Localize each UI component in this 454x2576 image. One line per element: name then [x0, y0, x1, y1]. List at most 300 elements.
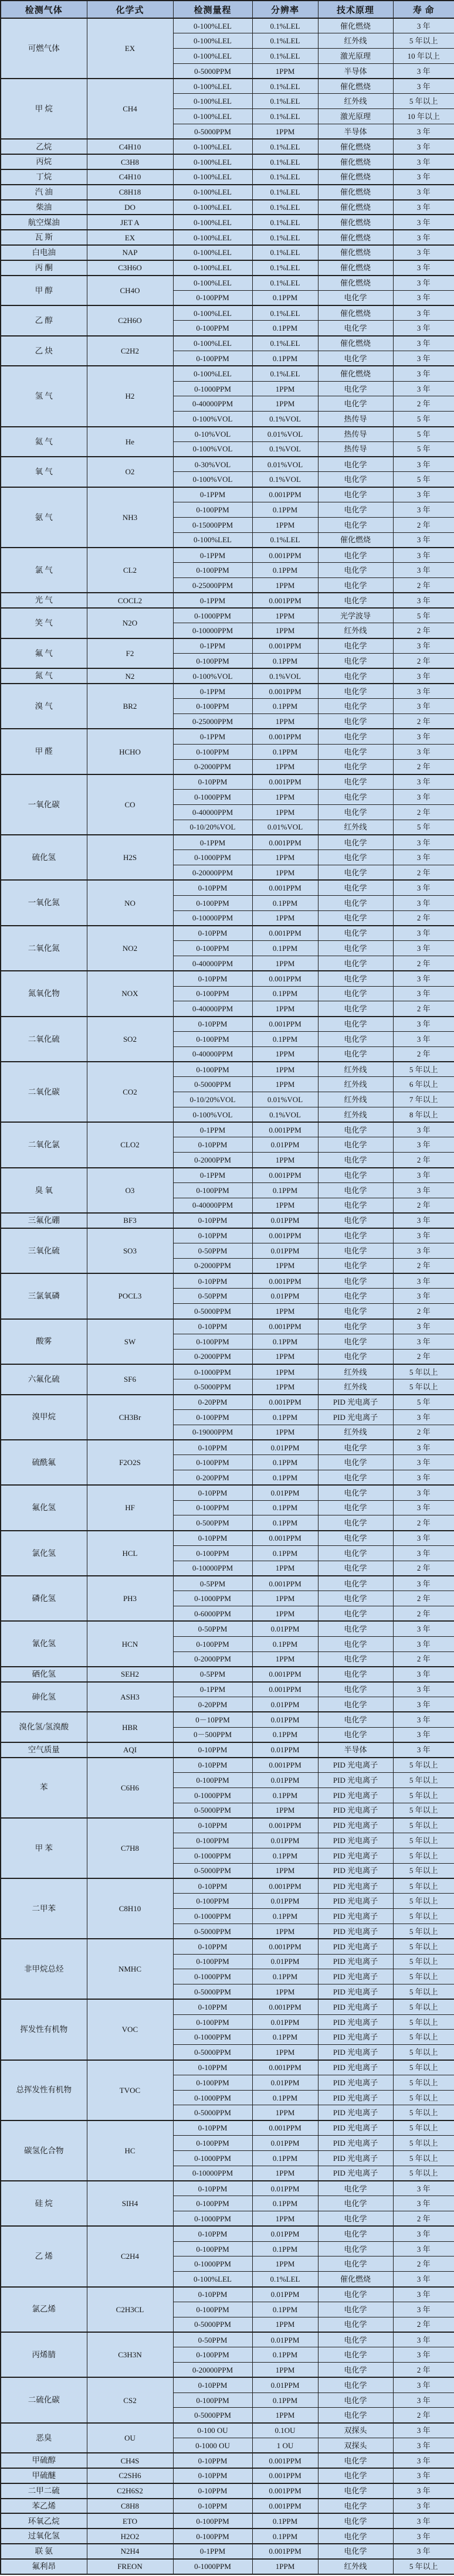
table-row: [1, 1273, 454, 1289]
resolution-cell: 0.1%VOL: [252, 668, 318, 684]
resolution-cell: 0.1PPM: [252, 1969, 318, 1984]
resolution-cell: 1PPM: [252, 865, 318, 881]
formula-cell: HF: [87, 1485, 173, 1530]
principle-cell: 电化学: [318, 2513, 393, 2529]
resolution-cell: 0.1%LEL: [252, 169, 318, 185]
table-row: [1, 18, 454, 33]
header-gas: 检测气体: [1, 1, 87, 18]
range-cell: 0-5PPM: [173, 1667, 252, 1682]
principle-cell: 催化燃烧: [318, 79, 393, 94]
lifespan-cell: 3 年: [393, 1017, 454, 1032]
resolution-cell: 0.001PPM: [252, 774, 318, 790]
resolution-cell: 1PPM: [252, 910, 318, 926]
resolution-cell: 0.1%LEL: [252, 33, 318, 49]
gas-name-cell: 二硫化碳: [1, 2377, 87, 2422]
table-row: [1, 684, 454, 699]
range-cell: 0-100PPM: [173, 1455, 252, 1470]
resolution-cell: 0.1PPM: [252, 1727, 318, 1742]
lifespan-cell: 3 年: [393, 638, 454, 654]
formula-cell: CH4: [87, 79, 173, 139]
table-row: [1, 593, 454, 608]
lifespan-cell: 3 年: [393, 2423, 454, 2438]
range-cell: 0-30%VOL: [173, 457, 252, 472]
principle-cell: 电化学: [318, 850, 393, 865]
range-cell: 0-1000PPM: [173, 2211, 252, 2227]
principle-cell: PID 光电离子: [318, 1772, 393, 1787]
table-row: [1, 154, 454, 169]
gas-name-cell: 氯 气: [1, 548, 87, 593]
resolution-cell: 0.1PPM: [252, 1636, 318, 1651]
resolution-cell: 0.01PPM: [252, 2226, 318, 2241]
resolution-cell: 0.01PPM: [252, 1243, 318, 1259]
lifespan-cell: 5 年以上: [393, 94, 454, 109]
range-cell: 0-1PPM: [173, 1168, 252, 1183]
lifespan-cell: 5 年以上: [393, 2166, 454, 2181]
gas-name-cell: 三氟化硼: [1, 1213, 87, 1228]
lifespan-cell: 3 年: [393, 1667, 454, 1682]
resolution-cell: 0.1%LEL: [252, 336, 318, 351]
formula-cell: ASH3: [87, 1682, 173, 1712]
resolution-cell: 1PPM: [252, 1379, 318, 1395]
resolution-cell: 0.001PPM: [252, 971, 318, 986]
principle-cell: 红外线: [318, 1425, 393, 1440]
range-cell: 0-10PPM: [173, 1939, 252, 1954]
table-row: [1, 79, 454, 94]
resolution-cell: 0.001PPM: [252, 2483, 318, 2499]
lifespan-cell: 5 年以上: [393, 1848, 454, 1863]
principle-cell: 电化学: [318, 910, 393, 926]
lifespan-cell: 2 年: [393, 1198, 454, 1213]
principle-cell: 电化学: [318, 577, 393, 593]
range-cell: 0-100%LEL: [173, 169, 252, 185]
range-cell: 0-10PPM: [173, 2483, 252, 2499]
range-cell: 0-1PPM: [173, 835, 252, 850]
table-row: [1, 1485, 454, 1500]
principle-cell: 电化学: [318, 986, 393, 1001]
principle-cell: PID 光电离子: [318, 2166, 393, 2181]
gas-name-cell: 一氧化氮: [1, 880, 87, 925]
gas-name-cell: 柴油: [1, 200, 87, 215]
principle-cell: 双探头: [318, 2438, 393, 2453]
lifespan-cell: 3 年: [393, 245, 454, 260]
principle-cell: 电化学: [318, 668, 393, 684]
lifespan-cell: 3 年: [393, 1531, 454, 1546]
resolution-cell: 1PPM: [252, 1591, 318, 1606]
formula-cell: O2: [87, 457, 173, 487]
range-cell: 0-1000PPM: [173, 1364, 252, 1379]
principle-cell: 电化学: [318, 1621, 393, 1636]
range-cell: 0-100PPM: [173, 351, 252, 366]
range-cell: 0-100%LEL: [173, 94, 252, 109]
lifespan-cell: 2 年: [393, 956, 454, 971]
lifespan-cell: 3 年: [393, 2438, 454, 2453]
formula-cell: C2H6S2: [87, 2483, 173, 2499]
principle-cell: 电化学: [318, 2317, 393, 2332]
resolution-cell: 0.1PPM: [252, 1909, 318, 1924]
formula-cell: BF3: [87, 1213, 173, 1228]
lifespan-cell: 5 年以上: [393, 2559, 454, 2574]
lifespan-cell: 3 年: [393, 668, 454, 684]
principle-cell: 电化学: [318, 684, 393, 699]
lifespan-cell: 2 年: [393, 623, 454, 638]
resolution-cell: 0.01PPM: [252, 1954, 318, 1969]
resolution-cell: 0.001PPM: [252, 2060, 318, 2075]
lifespan-cell: 3 年: [393, 986, 454, 1001]
range-cell: 0-100%VOL: [173, 1107, 252, 1122]
lifespan-cell: 3 年: [393, 351, 454, 366]
lifespan-cell: 3 年: [393, 971, 454, 986]
lifespan-cell: 3 年: [393, 2377, 454, 2393]
resolution-cell: 1PPM: [252, 1561, 318, 1576]
principle-cell: 催化燃烧: [318, 532, 393, 548]
principle-cell: 电化学: [318, 774, 393, 790]
resolution-cell: 1PPM: [252, 1198, 318, 1213]
lifespan-cell: 3 年: [393, 276, 454, 291]
principle-cell: 电化学: [318, 2211, 393, 2227]
formula-cell: C8H8: [87, 2499, 173, 2514]
principle-cell: PID 光电离子: [318, 1954, 393, 1969]
resolution-cell: 1PPM: [252, 1803, 318, 1818]
principle-cell: PID 光电离子: [318, 1758, 393, 1773]
resolution-cell: 0.1%LEL: [252, 532, 318, 548]
lifespan-cell: 5 年以上: [393, 1894, 454, 1909]
range-cell: 0-10PPM: [173, 1531, 252, 1546]
lifespan-cell: 2 年: [393, 517, 454, 532]
principle-cell: 红外线: [318, 33, 393, 49]
range-cell: 0-100%LEL: [173, 305, 252, 321]
lifespan-cell: 3 年: [393, 200, 454, 215]
range-cell: 0-5000PPM: [173, 2045, 252, 2060]
range-cell: 0-5000PPM: [173, 2105, 252, 2120]
resolution-cell: 0.01%VOL: [252, 427, 318, 442]
principle-cell: PID 光电离子: [318, 1833, 393, 1848]
table-row: [1, 1122, 454, 1137]
range-cell: 0-50PPM: [173, 1621, 252, 1636]
range-cell: 0-100%LEL: [173, 276, 252, 291]
formula-cell: EX: [87, 18, 173, 79]
range-cell: 0-10PPM: [173, 2287, 252, 2302]
principle-cell: 电化学: [318, 351, 393, 366]
range-cell: 0-40000PPM: [173, 1001, 252, 1017]
lifespan-cell: 5 年以上: [393, 1062, 454, 1077]
principle-cell: 电化学: [318, 1273, 393, 1289]
range-cell: 0-100PPM: [173, 2014, 252, 2030]
lifespan-cell: 3 年: [393, 1213, 454, 1228]
principle-cell: 电化学: [318, 744, 393, 759]
resolution-cell: 0.01PPM: [252, 1213, 318, 1228]
range-cell: 0-1PPM: [173, 1122, 252, 1137]
resolution-cell: 1PPM: [252, 381, 318, 396]
range-cell: 0-2000PPM: [173, 1153, 252, 1168]
range-cell: 0-1000PPM: [173, 1909, 252, 1924]
principle-cell: 电化学: [318, 2256, 393, 2272]
principle-cell: 电化学: [318, 2483, 393, 2499]
principle-cell: PID 光电离子: [318, 2105, 393, 2120]
resolution-cell: 0.1PPM: [252, 2241, 318, 2256]
formula-cell: COCL2: [87, 593, 173, 608]
gas-table-body: [1, 18, 454, 2574]
range-cell: 0-100%LEL: [173, 185, 252, 200]
lifespan-cell: 3 年: [393, 2347, 454, 2363]
lifespan-cell: 2 年: [393, 1046, 454, 1062]
principle-cell: 电化学: [318, 1682, 393, 1697]
principle-cell: PID 光电离子: [318, 1909, 393, 1924]
principle-cell: 催化燃烧: [318, 200, 393, 215]
lifespan-cell: 2 年: [393, 865, 454, 881]
resolution-cell: 0.1%LEL: [252, 49, 318, 64]
principle-cell: 电化学: [318, 1697, 393, 1712]
lifespan-cell: 3 年: [393, 2499, 454, 2514]
range-cell: 0-100PPM: [173, 2075, 252, 2090]
principle-cell: 电化学: [318, 2302, 393, 2317]
range-cell: 0-1000PPM: [173, 2030, 252, 2045]
lifespan-cell: 3 年: [393, 1168, 454, 1183]
lifespan-cell: 3 年: [393, 63, 454, 79]
lifespan-cell: 7 年以上: [393, 1092, 454, 1107]
lifespan-cell: 2 年: [393, 1561, 454, 1576]
range-cell: 0-5000PPM: [173, 124, 252, 140]
lifespan-cell: 3 年: [393, 1485, 454, 1500]
range-cell: 0-10000PPM: [173, 2166, 252, 2181]
resolution-cell: 0.1PPM: [252, 321, 318, 336]
lifespan-cell: 3 年: [393, 926, 454, 941]
lifespan-cell: 3 年: [393, 2544, 454, 2559]
formula-cell: SO3: [87, 1228, 173, 1273]
formula-cell: SF6: [87, 1364, 173, 1395]
range-cell: 0-100PPM: [173, 1772, 252, 1787]
lifespan-cell: 3 年: [393, 169, 454, 185]
lifespan-cell: 2 年: [393, 714, 454, 729]
lifespan-cell: 3 年: [393, 139, 454, 154]
principle-cell: 电化学: [318, 2453, 393, 2468]
principle-cell: 电化学: [318, 1727, 393, 1742]
principle-cell: 红外线: [318, 1107, 393, 1122]
resolution-cell: 1PPM: [252, 1077, 318, 1092]
resolution-cell: 0.1PPM: [252, 2030, 318, 2045]
resolution-cell: 0.1%LEL: [252, 260, 318, 276]
table-row: [1, 2181, 454, 2196]
resolution-cell: 0.01PPM: [252, 1742, 318, 1758]
principle-cell: 电化学: [318, 1031, 393, 1046]
resolution-cell: 0.001PPM: [252, 1531, 318, 1546]
resolution-cell: 0.1PPM: [252, 2513, 318, 2529]
table-row: [1, 2499, 454, 2514]
range-cell: 0-5000PPM: [173, 1803, 252, 1818]
lifespan-cell: 3 年: [393, 487, 454, 502]
gas-name-cell: 环氧乙烷: [1, 2513, 87, 2529]
lifespan-cell: 3 年: [393, 457, 454, 472]
principle-cell: 光学波导: [318, 608, 393, 623]
lifespan-cell: 3 年: [393, 18, 454, 33]
principle-cell: 电化学: [318, 2226, 393, 2241]
lifespan-cell: 5 年以上: [393, 1772, 454, 1787]
gas-name-cell: 氢 气: [1, 366, 87, 426]
resolution-cell: 0.01%VOL: [252, 457, 318, 472]
lifespan-cell: 3 年: [393, 215, 454, 230]
formula-cell: CL2: [87, 548, 173, 593]
resolution-cell: 1PPM: [252, 1984, 318, 2000]
principle-cell: 电化学: [318, 1712, 393, 1727]
table-row: [1, 215, 454, 230]
resolution-cell: 0.001PPM: [252, 1682, 318, 1697]
lifespan-cell: 3 年: [393, 1137, 454, 1153]
lifespan-cell: 2 年: [393, 1153, 454, 1168]
range-cell: 0-2000PPM: [173, 759, 252, 774]
gas-name-cell: 碳氢化合物: [1, 2120, 87, 2181]
lifespan-cell: 3 年: [393, 532, 454, 548]
gas-name-cell: 三氯氧磷: [1, 1273, 87, 1318]
gas-name-cell: 二氧化硫: [1, 1017, 87, 1062]
gas-name-cell: 甲 醛: [1, 729, 87, 774]
resolution-cell: 0.1%VOL: [252, 472, 318, 487]
gas-name-cell: 硒化氢: [1, 1667, 87, 1682]
principle-cell: 电化学: [318, 2408, 393, 2423]
range-cell: 0-2000PPM: [173, 1349, 252, 1364]
principle-cell: 电化学: [318, 971, 393, 986]
principle-cell: 电化学: [318, 714, 393, 729]
gas-name-cell: 氟 气: [1, 638, 87, 669]
range-cell: 0-10PPM: [173, 880, 252, 895]
principle-cell: 半导体: [318, 124, 393, 140]
resolution-cell: 0.01PPM: [252, 1485, 318, 1500]
lifespan-cell: 5 年: [393, 820, 454, 835]
principle-cell: PID 光电离子: [318, 2060, 393, 2075]
table-row: [1, 1531, 454, 1546]
formula-cell: ETO: [87, 2513, 173, 2529]
lifespan-cell: 3 年: [393, 563, 454, 578]
principle-cell: 电化学: [318, 472, 393, 487]
lifespan-cell: 5 年: [393, 427, 454, 442]
header-formula: 化学式: [87, 1, 173, 18]
range-cell: 0-50PPM: [173, 2332, 252, 2347]
table-row: [1, 487, 454, 502]
gas-name-cell: 乙 醇: [1, 305, 87, 336]
formula-cell: SW: [87, 1319, 173, 1364]
range-cell: 0-100%LEL: [173, 18, 252, 33]
range-cell: 0-10000PPM: [173, 910, 252, 926]
lifespan-cell: 2 年: [393, 2211, 454, 2227]
lifespan-cell: 2 年: [393, 1515, 454, 1531]
formula-cell: NO2: [87, 926, 173, 971]
range-cell: 0-1PPM: [173, 729, 252, 744]
range-cell: 0-50PPM: [173, 1289, 252, 1304]
gas-name-cell: 氟化氢: [1, 1485, 87, 1530]
formula-cell: C2SH6: [87, 2468, 173, 2483]
range-cell: 0-100PPM: [173, 2302, 252, 2317]
range-cell: 0-100%LEL: [173, 49, 252, 64]
resolution-cell: 1PPM: [252, 63, 318, 79]
lifespan-cell: 5 年以上: [393, 1878, 454, 1894]
lifespan-cell: 3 年: [393, 2226, 454, 2241]
table-row: [1, 2559, 454, 2574]
resolution-cell: 0.1OU: [252, 2423, 318, 2438]
formula-cell: PH3: [87, 1576, 173, 1621]
principle-cell: PID 光电离子: [318, 1999, 393, 2014]
gas-name-cell: 汽 油: [1, 185, 87, 200]
gas-name-cell: 二氧化氯: [1, 1122, 87, 1167]
principle-cell: PID 光电离子: [318, 2136, 393, 2151]
range-cell: 0-10PPM: [173, 1485, 252, 1500]
lifespan-cell: 3 年: [393, 2529, 454, 2544]
gas-name-cell: 笑 气: [1, 608, 87, 638]
range-cell: 0-1000PPM: [173, 608, 252, 623]
principle-cell: 电化学: [318, 895, 393, 910]
principle-cell: 电化学: [318, 381, 393, 396]
resolution-cell: 1PPM: [252, 850, 318, 865]
range-cell: 0-100PPM: [173, 1636, 252, 1651]
resolution-cell: 1PPM: [252, 804, 318, 820]
range-cell: 0-1000PPM: [173, 1591, 252, 1606]
range-cell: 0－500PPM: [173, 1727, 252, 1742]
principle-cell: 电化学: [318, 1561, 393, 1576]
table-row: [1, 729, 454, 744]
principle-cell: 电化学: [318, 396, 393, 412]
lifespan-cell: 2 年: [393, 577, 454, 593]
lifespan-cell: 2 年: [393, 653, 454, 668]
principle-cell: 电化学: [318, 1289, 393, 1304]
resolution-cell: 1PPM: [252, 1304, 318, 1319]
formula-cell: CLO2: [87, 1122, 173, 1167]
table-row: [1, 608, 454, 623]
formula-cell: FREON: [87, 2559, 173, 2574]
gas-name-cell: 酸雾: [1, 1319, 87, 1364]
lifespan-cell: 3 年: [393, 260, 454, 276]
formula-cell: VOC: [87, 1999, 173, 2060]
lifespan-cell: 3 年: [393, 1334, 454, 1349]
resolution-cell: 0.001PPM: [252, 926, 318, 941]
resolution-cell: 0.01PPM: [252, 2181, 318, 2196]
resolution-cell: 0.1PPM: [252, 2302, 318, 2317]
lifespan-cell: 3 年: [393, 2302, 454, 2317]
gas-name-cell: 二氧化氮: [1, 926, 87, 971]
range-cell: 0-15000PPM: [173, 517, 252, 532]
principle-cell: 电化学: [318, 1470, 393, 1486]
principle-cell: PID 光电离子: [318, 1863, 393, 1878]
range-cell: 0-1000PPM: [173, 1969, 252, 1984]
formula-cell: NMHC: [87, 1939, 173, 1999]
principle-cell: 电化学: [318, 2181, 393, 2196]
resolution-cell: 0.1PPM: [252, 744, 318, 759]
lifespan-cell: 5 年以上: [393, 1999, 454, 2014]
resolution-cell: 1PPM: [252, 1046, 318, 1062]
principle-cell: 电化学: [318, 1651, 393, 1667]
range-cell: 0-50PPM: [173, 1243, 252, 1259]
principle-cell: 电化学: [318, 1319, 393, 1334]
principle-cell: PID 光电离子: [318, 1969, 393, 1984]
formula-cell: H2O2: [87, 2529, 173, 2544]
principle-cell: 电化学: [318, 1001, 393, 1017]
principle-cell: 催化燃烧: [318, 215, 393, 230]
table-row: [1, 1576, 454, 1591]
principle-cell: 电化学: [318, 457, 393, 472]
range-cell: 0-6000PPM: [173, 1606, 252, 1622]
lifespan-cell: 2 年: [393, 2363, 454, 2378]
gas-name-cell: 丁烷: [1, 169, 87, 185]
resolution-cell: 1PPM: [252, 2166, 318, 2181]
resolution-cell: 1PPM: [252, 2559, 318, 2574]
principle-cell: 红外线: [318, 2559, 393, 2574]
range-cell: 0-1000PPM: [173, 2090, 252, 2105]
lifespan-cell: 3 年: [393, 593, 454, 608]
lifespan-cell: 3 年: [393, 729, 454, 744]
gas-name-cell: 磷化氢: [1, 1576, 87, 1621]
formula-cell: C4H10: [87, 169, 173, 185]
principle-cell: 电化学: [318, 1349, 393, 1364]
table-row: [1, 200, 454, 215]
lifespan-cell: 3 年: [393, 336, 454, 351]
principle-cell: 电化学: [318, 1455, 393, 1470]
lifespan-cell: 5 年: [393, 441, 454, 457]
